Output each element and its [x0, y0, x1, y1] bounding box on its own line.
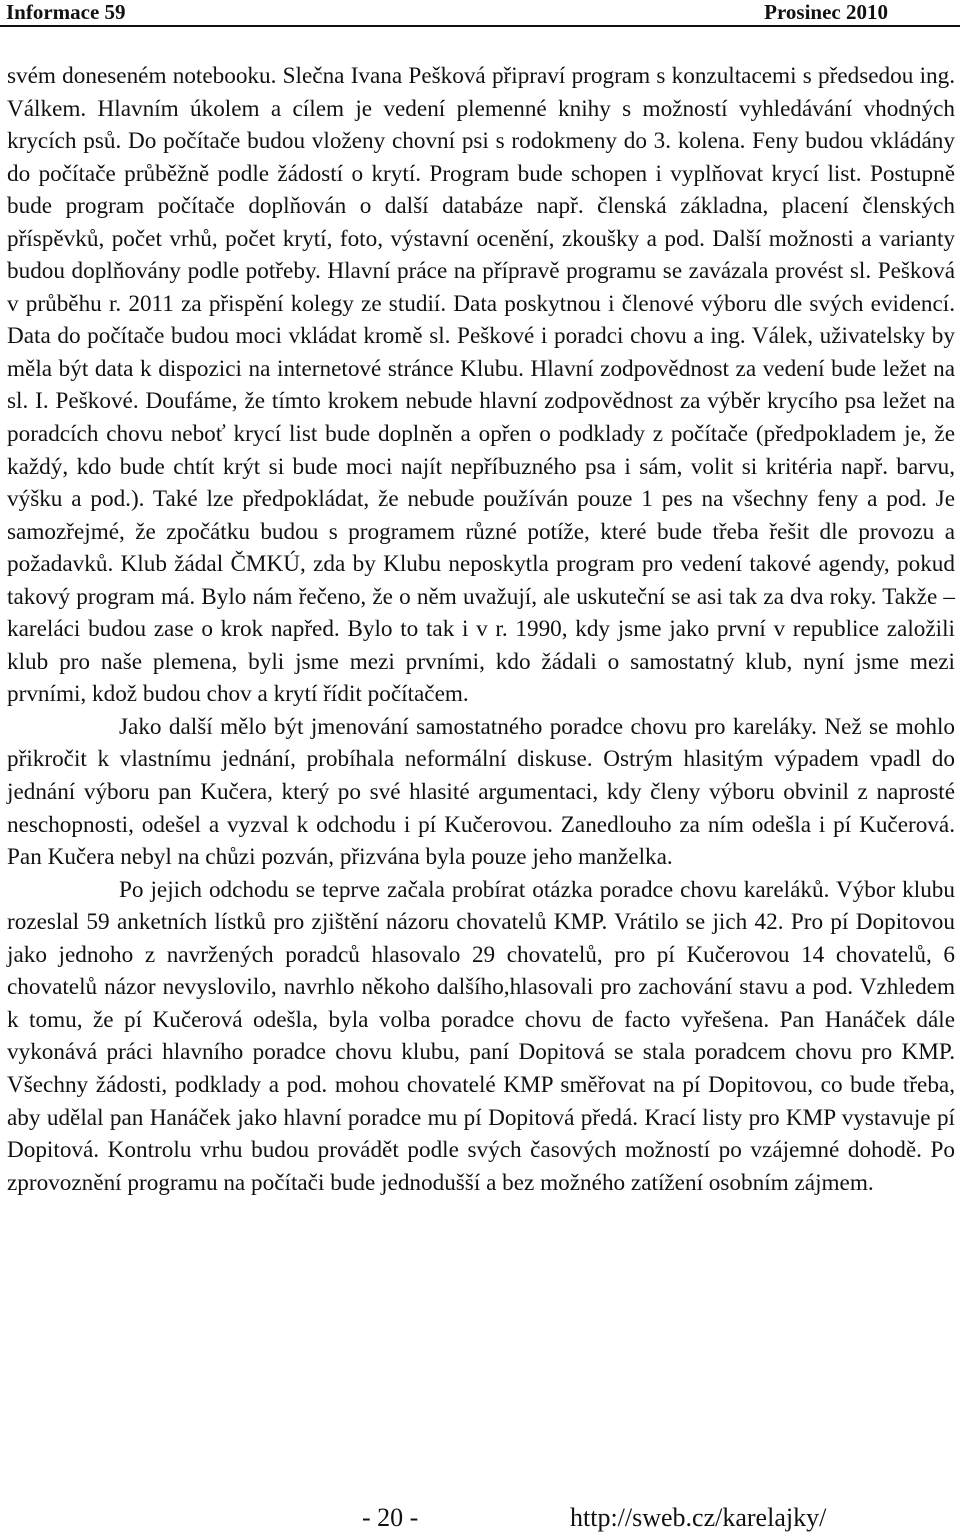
- paragraph-survey-results: Po jejich odchodu se teprve začala probírat otázka poradce chovu kareláků. Výbor klubu rozeslal 59 anketních lístků pro zjištění názoru chovatelů KMP. Vrátilo se jich 42. Pro pí Dopitovou jako jednoho z navržených poradců hlasovalo 29 chovatelů, pro pí Kučerovou 14 chovatelů, 6 chovatelů názor nevyslovilo, navrhlo někoho dalšího,hlasovali pro zachování stavu a pod. Vzhledem k tomu, že pí Kučerová odešla, byla volba poradce chovu de facto vyřešena. Pan Hanáček dále vykonává práci hlavního poradce chovu klubu, paní Dopitová se stala poradcem chovu pro KMP. Všechny žádosti, podklady a pod. mohou chovatelé KMP směřovat na pí Dopitovou, co bude třeba, aby udělal pan Hanáček jako hlavní poradce mu pí Dopitová předá. Krací listy pro KMP vystavuje pí Dopitová. Kontrolu vrhu budou provádět podle svých časových možností po vzájemné dohodě. Po zprovoznění programu na počítači bude jednodušší a bez možného zatížení osobním zájmem.: [7, 876, 955, 1196]
- website-url: http://sweb.cz/karelajky/: [570, 1503, 827, 1532]
- page-number: - 20 -: [362, 1503, 419, 1532]
- issue-date: Prosinec 2010: [764, 0, 888, 24]
- paragraph-breeding-advisor: Jako další mělo být jmenování samostatného poradce chovu pro kareláky. Než se mohlo přikročit k vlastnímu jednání, probíhala neformální diskuse. Ostrým hlasitým výpadem vpadl do jednání výboru pan Kučera, který po své hlasité argumentaci, kdy členy výboru obvinil z naprosté neschopnosti, odešel a vyzval k odchodu i pí Kučerovou. Zanedlouho za ním odešla i pí Kučerová. Pan Kučera nebyl na chůzi pozván, přizvána byla pouze jeho manželka.: [7, 713, 955, 871]
- page-header: [0, 0, 960, 27]
- page-footer: [0, 1500, 960, 1536]
- article-body: [7, 60, 955, 1199]
- paragraph-program: svém doneseném notebooku. Slečna Ivana Pešková připraví program s konzultacemi s předsedou ing. Válkem. Hlavním úkolem a cílem je vedení plemenné knihy s možností vyhledávání vhodných krycích psů. Do počítače budou vloženy chovní psi s rodokmeny do 3. kolena. Feny budou vkládány do počítače průběžně podle žádostí o krytí. Program bude schopen i vyplňovat krycí list. Postupně bude program počítače doplňován o další databáze např. členská základna, placení členských příspěvků, počet vrhů, počet krytí, foto, výstavní ocenění, zkoušky a pod. Další možnosti a varianty budou doplňovány podle potřeby. Hlavní práce na přípravě programu se zavázala provést sl. Pešková v průběhu r. 2011 za přispění kolegy ze studií. Data poskytnou i členové výboru dle svých evidencí. Data do počítače budou moci vkládat kromě sl. Peškové i poradci chovu a ing. Válek, uživatelsky by měla být data k dispozici na internetové stránce Klubu. Hlavní zodpovědnost za vedení bude ležet na sl. I. Peškové. Doufáme, že tímto krokem nebude hlavní zodpovědnost za výběr krycího psa ležet na poradcích chovu neboť krycí list bude doplněn a opřen o podklady z počítače (předpokladem je, že každý, kdo bude chtít krýt si bude moci najít nepříbuzného psa i sám, volit si kritéria např. barvu, výšku a pod.). Také lze předpokládat, že nebude používán pouze 1 pes na všechny feny a pod. Je samozřejmé, že zpočátku budou s programem různé potíže, které bude třeba řešit dle provozu a požadavků. Klub žádal ČMKÚ, zda by Klubu neposkytla program pro vedení takové agendy, pokud takový program má. Bylo nám řečeno, že o něm uvažují, ale uskuteční se asi tak za dva roky. Takže – kareláci budou zase o krok napřed. Bylo to tak i v r. 1990, kdy jsme jako první v republice založili klub pro naše plemena, byli jsme mezi prvními, kdo žádali o samostatný klub, nyní jsme mezi prvními, kdož budou chov a krytí řídit počítačem.: [7, 63, 955, 708]
- newsletter-issue: Informace 59: [6, 0, 126, 24]
